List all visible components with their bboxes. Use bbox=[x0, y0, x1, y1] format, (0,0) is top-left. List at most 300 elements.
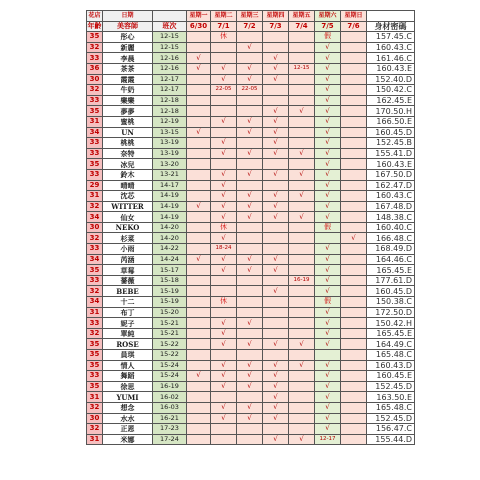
day-cell bbox=[263, 222, 289, 233]
day-cell bbox=[315, 233, 341, 244]
day-cell bbox=[237, 244, 263, 255]
day-cell bbox=[187, 95, 211, 106]
day-cell: √ bbox=[263, 116, 289, 127]
measure-cell: 156.47.C bbox=[367, 424, 415, 435]
day-cell: √ bbox=[211, 328, 237, 339]
day-cell bbox=[211, 106, 237, 117]
day-cell bbox=[315, 350, 341, 361]
weekday-header: 星期三 bbox=[237, 11, 263, 22]
day-cell: √ bbox=[211, 402, 237, 413]
day-cell: 12-17 bbox=[315, 434, 341, 445]
day-cell bbox=[187, 275, 211, 286]
table-row bbox=[87, 106, 415, 117]
day-cell bbox=[187, 169, 211, 180]
shift-cell: 17-24 bbox=[153, 434, 187, 445]
table-row bbox=[87, 275, 415, 286]
age-cell: 32 bbox=[87, 201, 103, 212]
measure-cell: 161.46.C bbox=[367, 53, 415, 64]
name-cell: 茶茶 bbox=[103, 63, 153, 74]
day-cell bbox=[187, 402, 211, 413]
day-cell: √ bbox=[211, 265, 237, 276]
shift-cell: 15-17 bbox=[153, 265, 187, 276]
name-cell: 夢夢 bbox=[103, 106, 153, 117]
day-cell bbox=[341, 32, 367, 43]
day-cell: √ bbox=[315, 381, 341, 392]
table-row bbox=[87, 191, 415, 202]
day-cell: 假 bbox=[315, 222, 341, 233]
day-cell: 12-15 bbox=[289, 63, 315, 74]
day-cell: √ bbox=[263, 434, 289, 445]
date-header: 7/5 bbox=[315, 21, 341, 32]
day-cell bbox=[187, 106, 211, 117]
shift-cell: 12-15 bbox=[153, 32, 187, 43]
day-cell bbox=[289, 371, 315, 382]
measure-cell: 167.50.D bbox=[367, 169, 415, 180]
shift-cell: 15-21 bbox=[153, 318, 187, 329]
day-cell bbox=[263, 95, 289, 106]
weekday-header: 星期六 bbox=[315, 11, 341, 22]
measure-cell: 155.44.D bbox=[367, 434, 415, 445]
table-row bbox=[87, 127, 415, 138]
shift-cell: 14-19 bbox=[153, 191, 187, 202]
day-cell: √ bbox=[211, 254, 237, 265]
day-cell bbox=[289, 233, 315, 244]
day-cell: √ bbox=[263, 212, 289, 223]
day-cell: √ bbox=[211, 381, 237, 392]
day-cell bbox=[211, 159, 237, 170]
table-row bbox=[87, 74, 415, 85]
day-cell: √ bbox=[237, 191, 263, 202]
day-cell bbox=[289, 159, 315, 170]
table-row bbox=[87, 138, 415, 149]
day-cell: √ bbox=[211, 116, 237, 127]
measure-cell: 164.49.C bbox=[367, 339, 415, 350]
age-cell: 34 bbox=[87, 297, 103, 308]
name-cell: 布丁 bbox=[103, 307, 153, 318]
shift-cell: 12-18 bbox=[153, 106, 187, 117]
day-cell: √ bbox=[289, 169, 315, 180]
name-cell: 桃桃 bbox=[103, 138, 153, 149]
day-cell bbox=[289, 244, 315, 255]
day-cell bbox=[237, 233, 263, 244]
day-cell bbox=[187, 265, 211, 276]
day-cell bbox=[341, 222, 367, 233]
day-cell: √ bbox=[187, 201, 211, 212]
measure-cell: 160.43.E bbox=[367, 63, 415, 74]
age-cell: 35 bbox=[87, 32, 103, 43]
date-header: 7/2 bbox=[237, 21, 263, 32]
name-cell: YUMI bbox=[103, 392, 153, 403]
day-cell bbox=[187, 222, 211, 233]
day-cell: √ bbox=[315, 275, 341, 286]
day-cell: √ bbox=[315, 116, 341, 127]
day-cell bbox=[341, 328, 367, 339]
day-cell bbox=[341, 275, 367, 286]
shift-cell: 12-18 bbox=[153, 95, 187, 106]
day-cell: √ bbox=[315, 244, 341, 255]
day-cell: √ bbox=[315, 318, 341, 329]
table-row bbox=[87, 318, 415, 329]
day-cell: √ bbox=[237, 413, 263, 424]
day-cell bbox=[237, 392, 263, 403]
measure-cell: 162.47.D bbox=[367, 180, 415, 191]
day-cell: √ bbox=[315, 74, 341, 85]
age-cell: 32 bbox=[87, 85, 103, 96]
day-cell: √ bbox=[315, 95, 341, 106]
measure-cell: 160.43.D bbox=[367, 360, 415, 371]
day-cell: √ bbox=[263, 63, 289, 74]
age-cell: 31 bbox=[87, 307, 103, 318]
day-cell bbox=[341, 307, 367, 318]
shift-cell: 14-19 bbox=[153, 212, 187, 223]
day-cell bbox=[263, 307, 289, 318]
day-cell: √ bbox=[315, 212, 341, 223]
day-cell bbox=[211, 392, 237, 403]
day-cell bbox=[341, 42, 367, 53]
day-cell bbox=[289, 180, 315, 191]
day-cell: √ bbox=[237, 265, 263, 276]
day-cell bbox=[341, 381, 367, 392]
name-cell: 彤心 bbox=[103, 32, 153, 43]
day-cell: √ bbox=[263, 371, 289, 382]
day-cell: √ bbox=[187, 63, 211, 74]
day-cell bbox=[341, 339, 367, 350]
day-cell bbox=[289, 127, 315, 138]
day-cell bbox=[237, 275, 263, 286]
age-cell: 31 bbox=[87, 392, 103, 403]
table-row bbox=[87, 233, 415, 244]
day-cell: √ bbox=[315, 265, 341, 276]
day-cell bbox=[263, 180, 289, 191]
day-cell bbox=[263, 244, 289, 255]
table-row bbox=[87, 328, 415, 339]
day-cell bbox=[263, 85, 289, 96]
name-cell: 水水 bbox=[103, 413, 153, 424]
day-cell bbox=[187, 233, 211, 244]
day-cell: √ bbox=[211, 63, 237, 74]
day-cell: √ bbox=[315, 201, 341, 212]
day-cell bbox=[237, 138, 263, 149]
day-cell bbox=[289, 138, 315, 149]
name-header: 美容師 bbox=[103, 21, 153, 32]
day-cell: √ bbox=[211, 371, 237, 382]
measure-cell: 160.45.E bbox=[367, 371, 415, 382]
shift-cell: 16-21 bbox=[153, 413, 187, 424]
day-cell bbox=[263, 424, 289, 435]
day-cell bbox=[263, 42, 289, 53]
day-cell bbox=[187, 318, 211, 329]
measure-cell: 177.61.D bbox=[367, 275, 415, 286]
name-cell: 仙女 bbox=[103, 212, 153, 223]
day-cell: 22-05 bbox=[211, 85, 237, 96]
day-cell: √ bbox=[315, 307, 341, 318]
date-header: 7/6 bbox=[341, 21, 367, 32]
schedule-table bbox=[86, 10, 415, 445]
measure-cell: 152.45.D bbox=[367, 413, 415, 424]
day-cell bbox=[341, 116, 367, 127]
day-cell bbox=[237, 180, 263, 191]
day-cell bbox=[263, 159, 289, 170]
shift-cell: 16-03 bbox=[153, 402, 187, 413]
name-cell: ROSE bbox=[103, 339, 153, 350]
measure-cell: 152.45.D bbox=[367, 381, 415, 392]
day-cell bbox=[187, 244, 211, 255]
day-cell: √ bbox=[263, 53, 289, 64]
day-cell: √ bbox=[315, 138, 341, 149]
age-header: 年齡 bbox=[87, 21, 102, 30]
day-cell bbox=[237, 350, 263, 361]
name-cell: 奈特 bbox=[103, 148, 153, 159]
measure-cell: 148.38.C bbox=[367, 212, 415, 223]
day-cell bbox=[341, 85, 367, 96]
day-cell: √ bbox=[237, 254, 263, 265]
table-row bbox=[87, 424, 415, 435]
day-cell: √ bbox=[263, 413, 289, 424]
day-cell bbox=[187, 159, 211, 170]
measure-cell: 165.45.E bbox=[367, 328, 415, 339]
age-cell: 33 bbox=[87, 318, 103, 329]
day-cell bbox=[187, 413, 211, 424]
name-cell: 徐思 bbox=[103, 381, 153, 392]
shift-cell: 13-19 bbox=[153, 148, 187, 159]
table-row bbox=[87, 360, 415, 371]
day-cell: √ bbox=[237, 148, 263, 159]
weekday-header: 星期日 bbox=[341, 11, 367, 22]
measure-cell: 155.41.D bbox=[367, 148, 415, 159]
name-cell: 員琪 bbox=[103, 350, 153, 361]
day-cell bbox=[289, 201, 315, 212]
table-row bbox=[87, 381, 415, 392]
weekday-header: 星期二 bbox=[211, 11, 237, 22]
day-cell: √ bbox=[263, 254, 289, 265]
day-cell: √ bbox=[263, 148, 289, 159]
day-cell bbox=[187, 424, 211, 435]
name-cell: 單純 bbox=[103, 328, 153, 339]
shift-cell: 12-17 bbox=[153, 74, 187, 85]
table-row bbox=[87, 392, 415, 403]
day-cell bbox=[187, 339, 211, 350]
age-cell: 35 bbox=[87, 159, 103, 170]
day-cell: √ bbox=[315, 127, 341, 138]
day-cell bbox=[263, 233, 289, 244]
age-cell: 35 bbox=[87, 106, 103, 117]
shift-cell: 15-19 bbox=[153, 286, 187, 297]
name-cell: 鈴木 bbox=[103, 169, 153, 180]
day-cell bbox=[341, 138, 367, 149]
table-row bbox=[87, 286, 415, 297]
day-cell bbox=[211, 307, 237, 318]
shift-cell: 14-20 bbox=[153, 222, 187, 233]
day-cell: √ bbox=[237, 212, 263, 223]
day-cell bbox=[211, 434, 237, 445]
day-cell: √ bbox=[315, 169, 341, 180]
day-cell bbox=[341, 254, 367, 265]
day-cell bbox=[187, 392, 211, 403]
age-cell: 32 bbox=[87, 233, 103, 244]
day-cell: √ bbox=[315, 392, 341, 403]
day-cell: √ bbox=[289, 148, 315, 159]
day-cell bbox=[187, 434, 211, 445]
day-cell: √ bbox=[315, 53, 341, 64]
measure-cell: 167.48.D bbox=[367, 201, 415, 212]
table-row bbox=[87, 297, 415, 308]
day-cell: √ bbox=[315, 371, 341, 382]
measure-cell: 172.50.D bbox=[367, 307, 415, 318]
shift-cell: 15-18 bbox=[153, 275, 187, 286]
age-cell: 30 bbox=[87, 222, 103, 233]
shift-cell: 15-24 bbox=[153, 360, 187, 371]
day-cell: √ bbox=[315, 180, 341, 191]
day-cell bbox=[187, 381, 211, 392]
day-cell: √ bbox=[237, 339, 263, 350]
day-cell: √ bbox=[315, 286, 341, 297]
day-cell: √ bbox=[211, 318, 237, 329]
day-cell bbox=[263, 275, 289, 286]
day-cell bbox=[187, 32, 211, 43]
day-cell bbox=[341, 53, 367, 64]
day-cell: √ bbox=[263, 360, 289, 371]
day-cell: √ bbox=[211, 212, 237, 223]
day-cell bbox=[289, 32, 315, 43]
day-cell: √ bbox=[289, 360, 315, 371]
table-row bbox=[87, 148, 415, 159]
day-cell bbox=[289, 85, 315, 96]
table-row bbox=[87, 222, 415, 233]
table-row bbox=[87, 244, 415, 255]
name-cell: 樂樂 bbox=[103, 95, 153, 106]
measure-cell: 165.48.C bbox=[367, 402, 415, 413]
day-cell bbox=[237, 328, 263, 339]
day-cell: √ bbox=[237, 381, 263, 392]
day-cell: √ bbox=[315, 159, 341, 170]
day-cell bbox=[341, 265, 367, 276]
day-cell: √ bbox=[263, 201, 289, 212]
day-cell: √ bbox=[211, 191, 237, 202]
day-cell bbox=[289, 254, 315, 265]
name-cell: 米娜 bbox=[103, 434, 153, 445]
day-cell bbox=[211, 42, 237, 53]
day-cell: √ bbox=[237, 42, 263, 53]
table-row bbox=[87, 413, 415, 424]
day-cell bbox=[187, 148, 211, 159]
day-cell bbox=[211, 424, 237, 435]
day-cell: √ bbox=[237, 318, 263, 329]
day-cell bbox=[211, 53, 237, 64]
day-cell bbox=[187, 328, 211, 339]
measure-cell: 152.40.D bbox=[367, 74, 415, 85]
day-cell bbox=[289, 297, 315, 308]
day-cell: √ bbox=[211, 169, 237, 180]
day-cell bbox=[187, 297, 211, 308]
name-cell: UN bbox=[103, 127, 153, 138]
header-row-2 bbox=[87, 21, 415, 32]
shift-cell: 12-15 bbox=[153, 42, 187, 53]
shift-cell: 14-22 bbox=[153, 244, 187, 255]
shift-cell: 12-19 bbox=[153, 116, 187, 127]
day-cell: √ bbox=[211, 148, 237, 159]
day-cell bbox=[263, 297, 289, 308]
day-cell bbox=[341, 212, 367, 223]
day-cell: √ bbox=[315, 191, 341, 202]
table-row bbox=[87, 371, 415, 382]
name-cell: 舞蹈 bbox=[103, 371, 153, 382]
day-cell: 22-05 bbox=[237, 85, 263, 96]
day-cell: √ bbox=[315, 402, 341, 413]
table-row bbox=[87, 53, 415, 64]
measure-cell: 150.38.C bbox=[367, 297, 415, 308]
day-cell: √ bbox=[237, 360, 263, 371]
day-cell: √ bbox=[315, 424, 341, 435]
age-cell: 33 bbox=[87, 371, 103, 382]
day-cell bbox=[341, 106, 367, 117]
day-cell bbox=[341, 413, 367, 424]
name-cell: 新麗 bbox=[103, 42, 153, 53]
day-cell: √ bbox=[263, 339, 289, 350]
day-cell: √ bbox=[263, 106, 289, 117]
day-cell: √ bbox=[263, 392, 289, 403]
measure-cell: 160.43.C bbox=[367, 191, 415, 202]
age-cell: 33 bbox=[87, 244, 103, 255]
day-cell: √ bbox=[263, 169, 289, 180]
measure-cell: 160.43.C bbox=[367, 42, 415, 53]
age-cell: 35 bbox=[87, 339, 103, 350]
day-cell bbox=[341, 180, 367, 191]
day-cell bbox=[341, 201, 367, 212]
date-header: 日期 bbox=[103, 11, 153, 22]
day-cell: √ bbox=[263, 191, 289, 202]
day-cell bbox=[187, 350, 211, 361]
day-cell bbox=[211, 275, 237, 286]
day-cell: √ bbox=[237, 201, 263, 212]
table-row bbox=[87, 85, 415, 96]
weekday-header: 星期四 bbox=[263, 11, 289, 22]
day-cell: 16-19 bbox=[289, 275, 315, 286]
day-cell: √ bbox=[237, 74, 263, 85]
age-cell: 35 bbox=[87, 350, 103, 361]
age-cell: 31 bbox=[87, 434, 103, 445]
day-cell bbox=[237, 53, 263, 64]
weekday-header: 星期五 bbox=[289, 11, 315, 22]
date-header: 7/1 bbox=[211, 21, 237, 32]
measure-cell: 160.40.C bbox=[367, 222, 415, 233]
day-cell bbox=[187, 212, 211, 223]
day-cell bbox=[211, 127, 237, 138]
shift-cell: 13-20 bbox=[153, 159, 187, 170]
age-cell: 34 bbox=[87, 254, 103, 265]
shift-cell: 16-19 bbox=[153, 381, 187, 392]
day-cell bbox=[289, 413, 315, 424]
shift-cell: 15-20 bbox=[153, 307, 187, 318]
blank-header bbox=[153, 11, 187, 22]
name-cell: 晴晴 bbox=[103, 180, 153, 191]
day-cell bbox=[187, 116, 211, 127]
table-row bbox=[87, 32, 415, 43]
day-cell bbox=[341, 244, 367, 255]
name-cell: 冰兒 bbox=[103, 159, 153, 170]
shift-cell: 15-24 bbox=[153, 371, 187, 382]
table-row bbox=[87, 212, 415, 223]
day-cell: √ bbox=[315, 413, 341, 424]
day-cell bbox=[341, 318, 367, 329]
shift-cell: 13-21 bbox=[153, 169, 187, 180]
day-cell bbox=[341, 402, 367, 413]
age-cell: 32 bbox=[87, 328, 103, 339]
age-cell: 34 bbox=[87, 127, 103, 138]
day-cell bbox=[341, 148, 367, 159]
name-cell: 芮涵 bbox=[103, 254, 153, 265]
shift-cell: 14-19 bbox=[153, 201, 187, 212]
day-cell bbox=[187, 42, 211, 53]
